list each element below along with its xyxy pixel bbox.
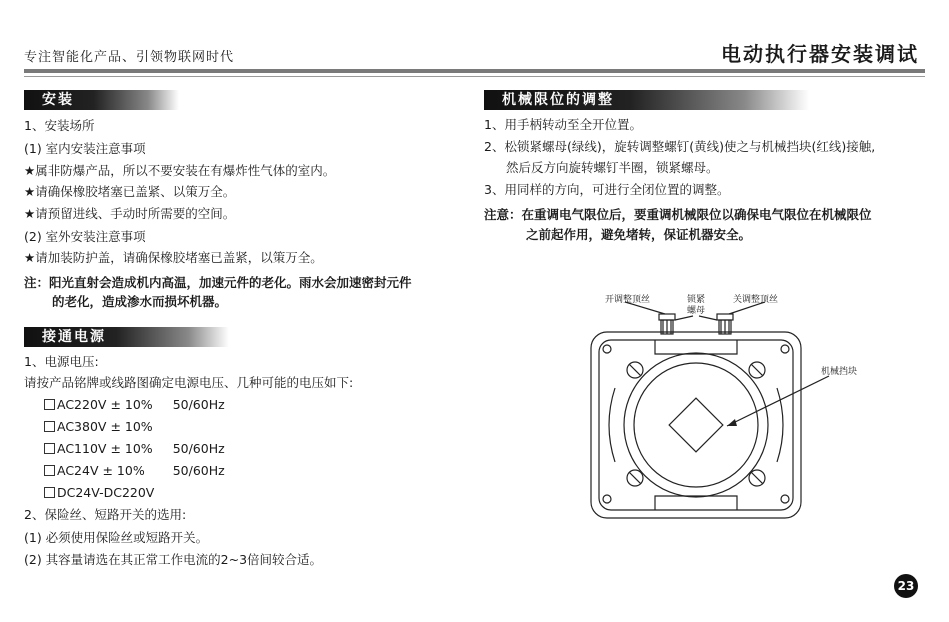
checkbox-icon bbox=[44, 487, 55, 498]
actuator-diagram bbox=[585, 288, 895, 528]
page-number: 23 bbox=[894, 574, 918, 598]
voltage-option: AC110V ± 10% 50/60Hz bbox=[44, 441, 225, 457]
power-line-3: 2、保险丝、短路开关的选用: bbox=[24, 507, 187, 522]
page-title: 电动执行器安装调试 bbox=[721, 42, 919, 66]
header-rule-thin bbox=[24, 76, 925, 77]
voltage-option: DC24V-DC220V bbox=[44, 485, 154, 501]
voltage-option: AC220V ± 10% 50/60Hz bbox=[44, 397, 225, 413]
left-arc bbox=[609, 388, 615, 462]
install-line: ★请加装防护盖，请确保橡胶堵塞已盖紧，以策万全。 bbox=[24, 250, 323, 265]
voltage-option: AC380V ± 10% bbox=[44, 419, 173, 435]
label-close-screw: 关调整顶丝 bbox=[733, 295, 779, 305]
limit-step-1: 1、用手柄转动至全开位置。 bbox=[484, 117, 642, 132]
checkbox-icon bbox=[44, 443, 55, 454]
limit-step-2b: 然后反方向旋转螺钉半圈，锁紧螺母。 bbox=[506, 160, 719, 175]
power-line-5: (2) 其容量请选在其正常工作电流的2~3倍间较合适。 bbox=[24, 552, 323, 567]
arrow-icon bbox=[727, 419, 737, 426]
central-diamond bbox=[669, 398, 723, 452]
outer-ring bbox=[624, 353, 768, 497]
install-line: (1) 室内安装注意事项 bbox=[24, 141, 146, 156]
corner-hole bbox=[781, 495, 789, 503]
actuator-drawing bbox=[585, 288, 895, 528]
power-line-1: 1、电源电压: bbox=[24, 354, 99, 369]
corner-hole bbox=[781, 345, 789, 353]
install-line: (2) 室外安装注意事项 bbox=[24, 229, 146, 244]
checkbox-icon bbox=[44, 465, 55, 476]
power-line-4: (1) 必须使用保险丝或短路开关。 bbox=[24, 530, 209, 545]
label-lock-nut-1: 锁紧 bbox=[687, 295, 706, 305]
limit-step-3: 3、用同样的方向，可进行全闭位置的调整。 bbox=[484, 182, 730, 197]
section-heading-limit: 机械限位的调整 bbox=[484, 90, 809, 110]
install-line: ★属非防爆产品，所以不要安装在有爆炸性气体的室内。 bbox=[24, 163, 336, 178]
section-heading-install: 安装 bbox=[24, 90, 179, 110]
section-heading-power: 接通电源 bbox=[24, 327, 229, 347]
limit-step-2a: 2、松锁紧螺母(绿线)，旋转调整螺钉(黄线)使之与机械挡块(红线)接触, bbox=[484, 139, 876, 154]
install-line: ★请预留进线、手动时所需要的空间。 bbox=[24, 206, 236, 221]
limit-note-line-2: 之前起作用，避免堵转，保证机器安全。 bbox=[526, 227, 752, 242]
checkbox-icon bbox=[44, 399, 55, 410]
corner-hole bbox=[603, 495, 611, 503]
limit-note-line-1: 注意：在重调电气限位后，要重调机械限位以确保电气限位在机械限位 bbox=[484, 207, 872, 222]
voltage-option: AC24V ± 10% 50/60Hz bbox=[44, 463, 225, 479]
corner-hole bbox=[603, 345, 611, 353]
install-note-line-2: 的老化，造成渗水而损坏机器。 bbox=[52, 294, 228, 309]
leader-nut-right bbox=[699, 316, 717, 320]
label-open-screw: 开调整顶丝 bbox=[605, 295, 651, 305]
install-line: 1、安装场所 bbox=[24, 118, 95, 133]
header-rule-thick bbox=[24, 69, 925, 73]
inner-ring bbox=[634, 363, 758, 487]
checkbox-icon bbox=[44, 421, 55, 432]
install-note-line-1: 注：阳光直射会造成机内高温，加速元件的老化。雨水会加速密封元件 bbox=[24, 275, 412, 290]
power-line-2: 请按产品铭牌或线路图确定电源电压、几种可能的电压如下: bbox=[24, 375, 354, 390]
header-slogan: 专注智能化产品、引领物联网时代 bbox=[24, 50, 235, 65]
label-mechanical-stop: 机械挡块 bbox=[821, 367, 858, 377]
close-nut bbox=[717, 314, 733, 320]
open-nut bbox=[659, 314, 675, 320]
housing-outline bbox=[591, 332, 801, 518]
leader-nut-left bbox=[675, 316, 693, 320]
bottom-tab bbox=[655, 496, 737, 510]
install-line: ★请确保橡胶堵塞已盖紧、以策万全。 bbox=[24, 184, 236, 199]
label-lock-nut-2: 螺母 bbox=[687, 306, 706, 316]
top-tab bbox=[655, 340, 737, 354]
